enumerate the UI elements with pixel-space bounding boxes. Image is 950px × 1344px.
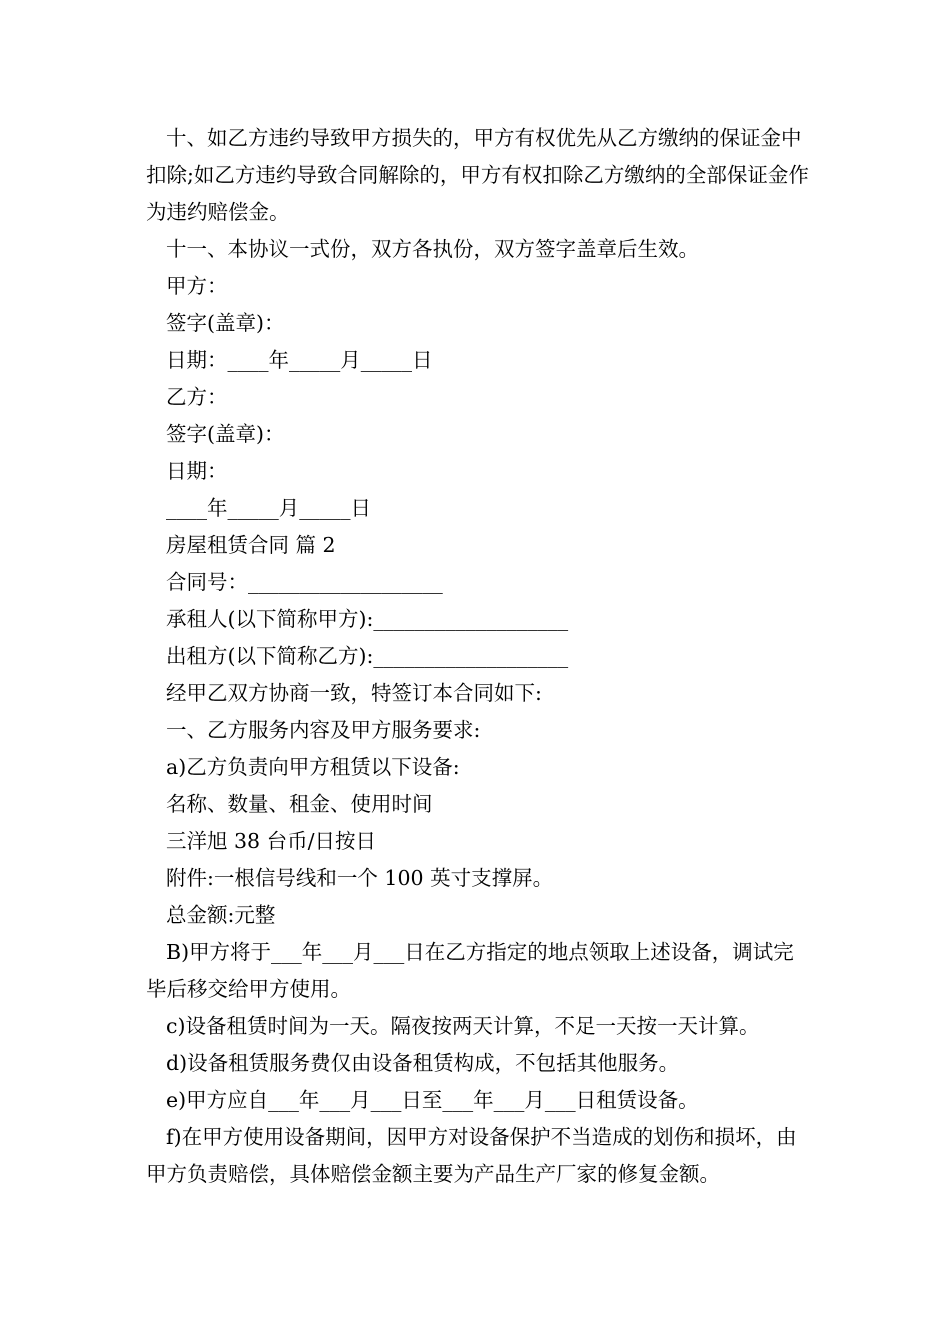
lessor-line: 出租方(以下简称乙方):___________________ <box>166 644 569 668</box>
document-body <box>146 120 810 1193</box>
clause-b: B)甲方将于___年___月___日在乙方指定的地点领取上述设备，调试完毕后移交给甲方使用。 <box>146 940 794 1001</box>
party-b-signature: 签字(盖章)： <box>166 422 285 446</box>
clause-c: c)设备租赁时间为一天。隔夜按两天计算，不足一天按一天计算。 <box>166 1014 760 1038</box>
party-a-date: 日期：____年_____月_____日 <box>166 348 433 372</box>
total-amount-line: 总金额:元整 <box>166 903 276 927</box>
lessee-line: 承租人(以下简称甲方):___________________ <box>166 607 569 631</box>
accessories-line: 附件:一根信号线和一个 100 英寸支撑屏。 <box>166 866 554 890</box>
clause-1-heading: 一、乙方服务内容及甲方服务要求: <box>166 718 481 742</box>
clause-e: e)甲方应自___年___月___日至___年___月___日租赁设备。 <box>166 1088 699 1112</box>
clause-11: 十一、本协议一式份，双方各执份，双方签字盖章后生效。 <box>166 237 699 261</box>
party-b-date-blanks: ____年_____月_____日 <box>166 496 371 520</box>
clause-a: a)乙方负责向甲方租赁以下设备: <box>166 755 460 779</box>
agreement-intro: 经甲乙双方协商一致，特签订本合同如下: <box>166 681 542 705</box>
clause-f: f)在甲方使用设备期间，因甲方对设备保护不当造成的划伤和损坏，由甲方负责赔偿，具体赔偿金额主要为产品生产厂家的修复金额。 <box>146 1125 797 1186</box>
clause-10: 十、如乙方违约导致甲方损失的，甲方有权优先从乙方缴纳的保证金中扣除;如乙方违约导致合同解除的，甲方有权扣除乙方缴纳的全部保证金作为违约赔偿金。 <box>146 126 809 224</box>
equipment-columns: 名称、数量、租金、使用时间 <box>166 792 433 816</box>
party-b-label: 乙方： <box>166 385 228 409</box>
clause-d: d)设备租赁服务费仅由设备租赁构成，不包括其他服务。 <box>166 1051 680 1075</box>
contract-number: 合同号：___________________ <box>166 570 443 594</box>
section-title: 房屋租赁合同 篇 2 <box>166 533 336 557</box>
party-a-signature: 签字(盖章)： <box>166 311 285 335</box>
party-a-label: 甲方： <box>166 274 228 298</box>
party-b-date-label: 日期： <box>166 459 228 483</box>
equipment-row: 三洋旭 38 台币/日按日 <box>166 829 377 853</box>
